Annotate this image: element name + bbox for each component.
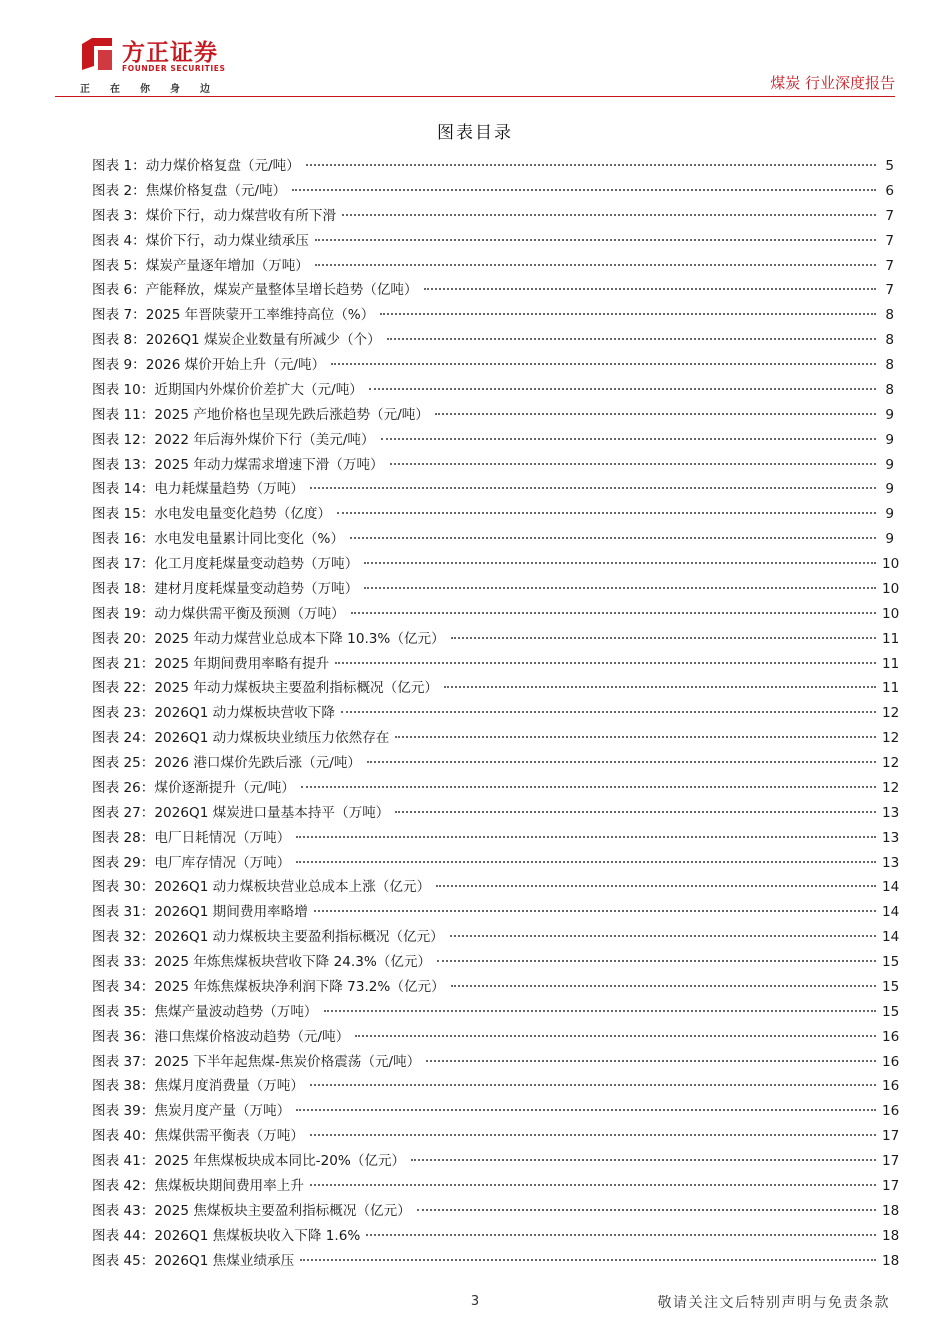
toc-entry-label[interactable]: 图表 11：2025 产地价格也呈现先跌后涨趋势（元/吨） (92, 406, 429, 423)
toc-entry-page[interactable]: 15 (882, 954, 900, 970)
toc-leader-dots (436, 885, 876, 887)
toc-leader-dots (296, 1109, 876, 1111)
toc-leader-dots (364, 562, 876, 564)
toc-entry[interactable] (92, 1050, 900, 1075)
toc-leader-dots (364, 587, 876, 589)
toc-leader-dots (395, 811, 876, 813)
toc-leader-dots (387, 338, 876, 340)
toc-entry-label[interactable]: 图表 35：焦煤产量波动趋势（万吨） (92, 1003, 318, 1020)
toc-leader-dots (310, 1184, 876, 1186)
toc-entry[interactable] (92, 851, 900, 876)
toc-leader-dots (315, 239, 876, 241)
toc-entry-page[interactable]: 10 (882, 556, 900, 572)
toc-entry-label[interactable]: 图表 37：2025 下半年起焦煤-焦炭价格震荡（元/吨） (92, 1053, 421, 1070)
toc-entry[interactable] (92, 726, 900, 751)
toc-entry-label[interactable]: 图表 7：2025 年晋陕蒙开工率维持高位（%） (92, 307, 375, 324)
toc-entry-page[interactable]: 7 (885, 282, 894, 299)
toc-leader-dots (451, 637, 876, 639)
toc-leader-dots (390, 463, 876, 465)
toc-entry-page[interactable]: 6 (885, 182, 894, 199)
toc-entry-page[interactable]: 16 (882, 1028, 900, 1045)
toc-entry-label[interactable]: 图表 16：水电发电量累计同比变化（%） (92, 531, 345, 548)
toc-leader-dots (380, 313, 876, 315)
toc-entry-label[interactable]: 图表 10：近期国内外煤价价差扩大（元/吨） (92, 381, 363, 398)
toc-entry[interactable] (92, 577, 900, 602)
toc-entry-label[interactable]: 图表 39：焦炭月度产量（万吨） (92, 1103, 291, 1120)
page-header (0, 0, 950, 100)
toc-entry[interactable] (92, 502, 894, 527)
toc-leader-dots (292, 189, 876, 191)
toc-leader-dots (437, 960, 876, 962)
toc-leader-dots (355, 1035, 876, 1037)
toc-entry-label[interactable]: 图表 34：2025 年炼焦煤板块净利润下降 73.2%（亿元） (92, 978, 445, 995)
toc-leader-dots (367, 761, 876, 763)
toc-entry-label[interactable]: 图表 13：2025 年动力煤需求增速下滑（万吨） (92, 456, 384, 473)
toc-entry-page[interactable]: 14 (882, 879, 900, 896)
toc-entry[interactable] (92, 254, 894, 279)
toc-entry-page[interactable]: 13 (882, 829, 900, 846)
toc-entry-label[interactable]: 图表 8：2026Q1 煤炭企业数量有所减少（个） (92, 332, 381, 349)
logo-english-name: FOUNDER SECURITIES (122, 64, 226, 73)
toc-entry[interactable] (92, 552, 900, 577)
toc-entry-page[interactable]: 9 (885, 506, 894, 523)
toc-entry-label[interactable]: 图表 40：焦煤供需平衡表（万吨） (92, 1128, 304, 1145)
toc-entry-page[interactable]: 9 (885, 431, 894, 448)
toc-entry-label[interactable]: 图表 33：2025 年炼焦煤板块营收下降 24.3%（亿元） (92, 954, 432, 970)
toc-entry[interactable] (92, 1249, 900, 1274)
toc-entry-page[interactable]: 17 (882, 1128, 900, 1145)
toc-leader-dots (335, 662, 876, 664)
toc-entry[interactable] (92, 1124, 900, 1149)
toc-entry[interactable] (92, 1025, 900, 1050)
toc-entry-label[interactable]: 图表 5：煤炭产量逐年增加（万吨） (92, 257, 309, 274)
toc-leader-dots (296, 861, 876, 863)
toc-leader-dots (435, 413, 876, 415)
toc-entry-page[interactable]: 13 (882, 804, 900, 821)
toc-entry-label[interactable]: 图表 21：2025 年期间费用率略有提升 (92, 655, 330, 672)
toc-leader-dots (300, 1259, 876, 1261)
toc-entry-label[interactable]: 图表 24：2026Q1 动力煤板块业绩压力依然存在 (92, 730, 390, 747)
toc-entry-page[interactable]: 8 (885, 332, 894, 349)
toc-entry-label[interactable]: 图表 15：水电发电量变化趋势（亿度） (92, 506, 332, 523)
toc-entry[interactable] (92, 676, 900, 701)
toc-entry-page[interactable]: 17 (882, 1177, 900, 1194)
toc-entry-page[interactable]: 11 (882, 630, 900, 647)
toc-entry[interactable] (92, 776, 900, 801)
toc-entry[interactable] (92, 154, 894, 179)
toc-entry[interactable] (92, 900, 900, 925)
toc-entry-label[interactable]: 图表 30：2026Q1 动力煤板块营业总成本上涨（亿元） (92, 879, 431, 896)
toc-entry-label[interactable]: 图表 20：2025 年动力煤营业总成本下降 10.3%（亿元） (92, 630, 445, 647)
toc-leader-dots (450, 935, 876, 937)
toc-entry-label[interactable]: 图表 2：焦煤价格复盘（元/吨） (92, 182, 287, 199)
toc-entry-label[interactable]: 图表 36：港口焦煤价格波动趋势（元/吨） (92, 1028, 350, 1045)
toc-entry[interactable] (92, 1174, 900, 1199)
toc-entry[interactable] (92, 602, 900, 627)
toc-entry-page[interactable]: 11 (882, 655, 900, 672)
toc-leader-dots (310, 1134, 876, 1136)
toc-entry-page[interactable]: 5 (885, 158, 894, 174)
toc-entry-label[interactable]: 图表 32：2026Q1 动力煤板块主要盈利指标概况（亿元） (92, 929, 444, 946)
toc-entry[interactable] (92, 1074, 900, 1099)
toc-leader-dots (296, 836, 876, 838)
toc-entry-label[interactable]: 图表 23：2026Q1 动力煤板块营收下降 (92, 705, 336, 722)
toc-entry[interactable] (92, 652, 900, 677)
toc-entry[interactable] (92, 1199, 900, 1224)
toc-entry[interactable] (92, 875, 900, 900)
toc-entry-page[interactable]: 8 (885, 307, 894, 324)
toc-leader-dots (426, 1060, 876, 1062)
toc-entry-label[interactable]: 图表 45：2026Q1 焦煤业绩承压 (92, 1252, 295, 1269)
toc-entry[interactable] (92, 303, 894, 328)
toc-entry-label[interactable]: 图表 41：2025 年焦煤板块成本同比-20%（亿元） (92, 1153, 406, 1169)
toc-leader-dots (341, 711, 876, 713)
toc-entry[interactable] (92, 1149, 900, 1174)
toc-entry-page[interactable]: 12 (882, 779, 900, 796)
toc-leader-dots (350, 537, 876, 539)
toc-entry-page[interactable]: 18 (882, 1252, 900, 1269)
report-category: 煤炭 行业深度报告 (770, 74, 895, 92)
toc-entry-page[interactable]: 18 (882, 1227, 900, 1244)
toc-entry-label[interactable]: 图表 44：2026Q1 焦煤板块收入下降 1.6% (92, 1227, 361, 1244)
logo-chinese-name: 方正证券 (122, 40, 218, 66)
toc-entry-page[interactable]: 16 (882, 1078, 900, 1095)
toc-leader-dots (411, 1159, 876, 1161)
header-divider (55, 96, 895, 97)
toc-entry[interactable] (92, 229, 894, 254)
toc-leader-dots (306, 164, 876, 166)
toc-entry-page[interactable]: 15 (882, 978, 900, 995)
toc-entry[interactable] (92, 627, 900, 652)
toc-leader-dots (424, 288, 876, 290)
toc-entry-label[interactable]: 图表 6：产能释放，煤炭产量整体呈增长趋势（亿吨） (92, 282, 418, 299)
toc-leader-dots (331, 363, 876, 365)
toc-entry-label[interactable]: 图表 42：焦煤板块期间费用率上升 (92, 1177, 304, 1194)
toc-entry-page[interactable]: 7 (885, 207, 894, 224)
toc-entry-page[interactable]: 15 (882, 1003, 900, 1020)
toc-entry-label[interactable]: 图表 26：煤价逐渐提升（元/吨） (92, 779, 295, 796)
toc-entry[interactable] (92, 527, 894, 552)
toc-leader-dots (314, 910, 876, 912)
toc-leader-dots (301, 786, 876, 788)
toc-entry-page[interactable]: 16 (882, 1103, 900, 1120)
toc-entry-page[interactable]: 12 (882, 730, 900, 747)
toc-entry-page[interactable]: 9 (885, 481, 894, 498)
toc-leader-dots (417, 1209, 876, 1211)
toc-entry[interactable] (92, 204, 894, 229)
toc-entry-page[interactable]: 11 (882, 680, 900, 697)
toc-entry[interactable] (92, 453, 894, 478)
toc-entry[interactable] (92, 179, 894, 204)
toc-entry-page[interactable]: 8 (885, 381, 894, 398)
founder-logo-icon (78, 36, 114, 72)
toc-entry-label[interactable]: 图表 27：2026Q1 煤炭进口量基本持平（万吨） (92, 804, 390, 821)
toc-entry[interactable] (92, 1224, 900, 1249)
toc-entry[interactable] (92, 328, 894, 353)
toc-entry-page[interactable]: 18 (882, 1202, 900, 1219)
toc-entry-label[interactable]: 图表 1：动力煤价格复盘（元/吨） (92, 158, 300, 174)
toc-entry[interactable] (92, 477, 894, 502)
toc-entry[interactable] (92, 1000, 900, 1025)
toc-entry[interactable] (92, 378, 894, 403)
toc-entry-page[interactable]: 9 (885, 406, 894, 423)
toc-leader-dots (381, 438, 876, 440)
toc-entry[interactable] (92, 925, 900, 950)
table-of-figures (92, 154, 900, 1273)
toc-entry-page[interactable]: 14 (882, 929, 900, 946)
toc-entry-label[interactable]: 图表 29：电厂库存情况（万吨） (92, 854, 291, 871)
toc-entry-label[interactable]: 图表 4：煤价下行，动力煤业绩承压 (92, 232, 309, 249)
toc-entry[interactable] (92, 701, 900, 726)
toc-entry-label[interactable]: 图表 38：焦煤月度消费量（万吨） (92, 1078, 304, 1095)
toc-entry[interactable] (92, 826, 900, 851)
toc-entry[interactable] (92, 751, 900, 776)
toc-entry-page[interactable]: 12 (882, 755, 900, 771)
toc-entry-page[interactable]: 7 (885, 257, 894, 274)
toc-entry-label[interactable]: 图表 25：2026 港口煤价先跌后涨（元/吨） (92, 755, 362, 771)
toc-entry-page[interactable]: 10 (882, 580, 900, 597)
toc-entry-page[interactable]: 16 (882, 1053, 900, 1070)
toc-entry[interactable] (92, 353, 894, 378)
toc-entry[interactable] (92, 403, 894, 428)
toc-entry[interactable] (92, 801, 900, 826)
toc-entry[interactable] (92, 950, 900, 975)
toc-leader-dots (324, 1010, 876, 1012)
toc-leader-dots (451, 985, 876, 987)
toc-entry-label[interactable]: 图表 18：建材月度耗煤量变动趋势（万吨） (92, 580, 359, 597)
toc-entry-label[interactable]: 图表 17：化工月度耗煤量变动趋势（万吨） (92, 556, 359, 572)
toc-entry-page[interactable]: 7 (885, 232, 894, 249)
toc-leader-dots (366, 1234, 876, 1236)
toc-entry-page[interactable]: 8 (885, 357, 894, 373)
toc-entry-page[interactable]: 9 (885, 456, 894, 473)
toc-entry[interactable] (92, 278, 894, 303)
toc-leader-dots (315, 264, 876, 266)
toc-leader-dots (395, 736, 876, 738)
toc-entry-label[interactable]: 图表 14：电力耗煤量趋势（万吨） (92, 481, 304, 498)
toc-entry-label[interactable]: 图表 12：2022 年后海外煤价下行（美元/吨） (92, 431, 375, 448)
toc-title: 图表目录 (437, 123, 513, 143)
toc-entry-label[interactable]: 图表 31：2026Q1 期间费用率略增 (92, 904, 308, 921)
toc-entry-label[interactable]: 图表 43：2025 焦煤板块主要盈利指标概况（亿元） (92, 1202, 411, 1219)
toc-leader-dots (444, 686, 876, 688)
toc-entry-page[interactable]: 12 (882, 705, 900, 722)
toc-entry-label[interactable]: 图表 9：2026 煤价开始上升（元/吨） (92, 357, 326, 373)
toc-entry[interactable] (92, 1099, 900, 1124)
toc-leader-dots (337, 512, 876, 514)
toc-entry-page[interactable]: 14 (882, 904, 900, 921)
footer-disclaimer: 敬请关注文后特别声明与免责条款 (657, 1295, 890, 1311)
page-number: 3 (470, 1294, 480, 1309)
toc-entry[interactable] (92, 975, 900, 1000)
toc-entry[interactable] (92, 428, 894, 453)
toc-entry-page[interactable]: 17 (882, 1153, 900, 1169)
toc-entry-label[interactable]: 图表 22：2025 年动力煤板块主要盈利指标概况（亿元） (92, 680, 439, 697)
toc-entry-page[interactable]: 13 (882, 854, 900, 871)
toc-entry-label[interactable]: 图表 28：电厂日耗情况（万吨） (92, 829, 291, 846)
toc-entry-label[interactable]: 图表 3：煤价下行，动力煤营收有所下滑 (92, 207, 337, 224)
toc-leader-dots (342, 214, 876, 216)
toc-leader-dots (351, 612, 876, 614)
toc-leader-dots (369, 388, 876, 390)
toc-leader-dots (310, 487, 876, 489)
toc-leader-dots (310, 1084, 876, 1086)
toc-entry-label[interactable]: 图表 19：动力煤供需平衡及预测（万吨） (92, 605, 345, 622)
toc-entry-page[interactable]: 9 (885, 531, 894, 548)
toc-entry-page[interactable]: 10 (882, 605, 900, 622)
company-slogan: 正在你身边 (80, 84, 230, 95)
